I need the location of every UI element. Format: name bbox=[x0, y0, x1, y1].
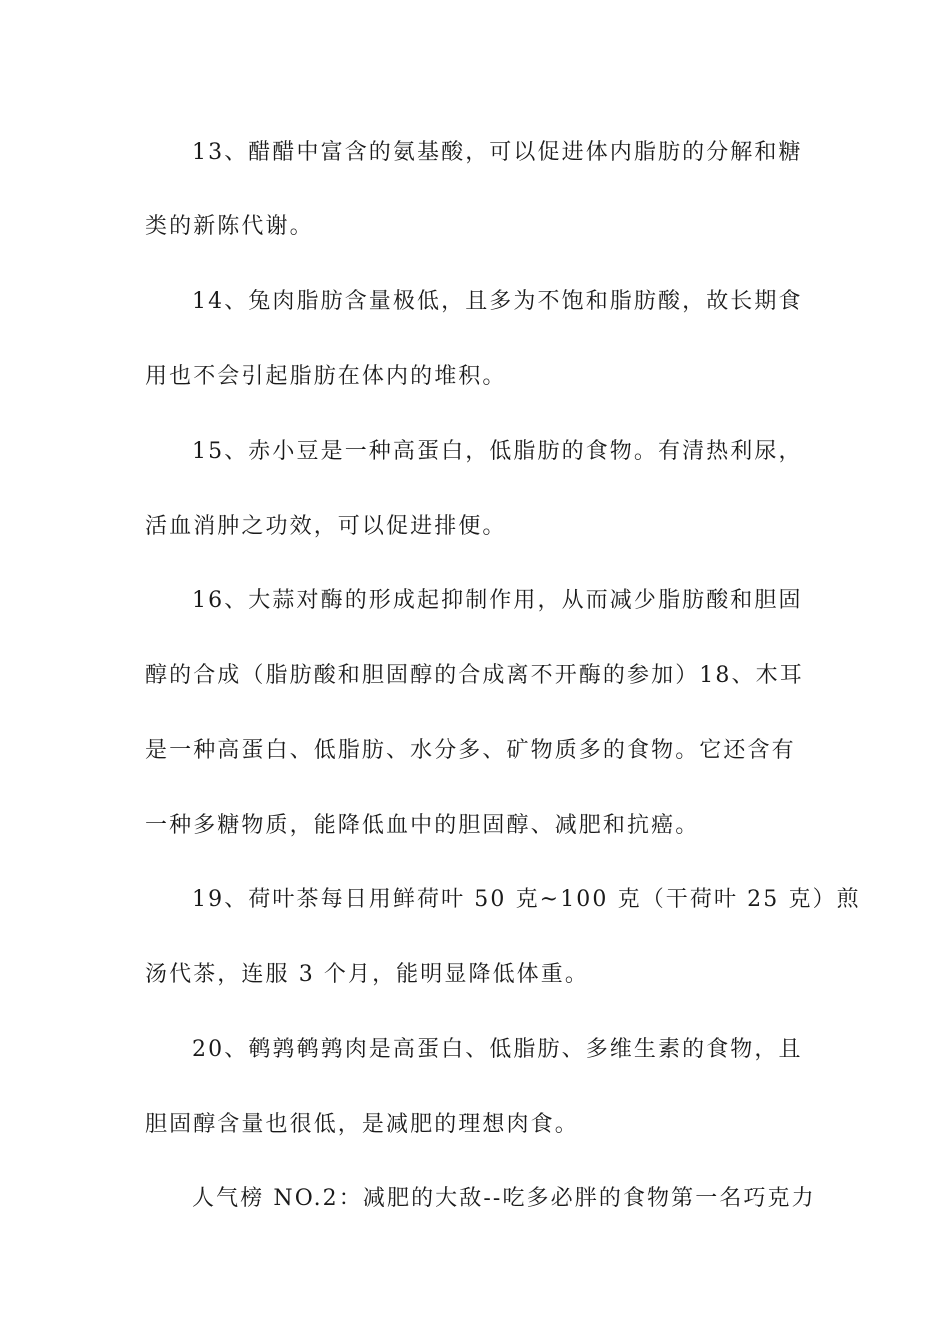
paragraph-13-line-1: 13、醋醋中富含的氨基酸，可以促进体内脂肪的分解和糖 bbox=[192, 140, 803, 165]
paragraph-14-line-1: 14、兔肉脂肪含量极低，且多为不饱和脂肪酸，故长期食 bbox=[192, 289, 803, 314]
paragraph-20-line-1: 20、鹌鹑鹌鹑肉是高蛋白、低脂肪、多维生素的食物，且 bbox=[192, 1037, 803, 1062]
paragraph-14-line-2: 用也不会引起脂肪在体内的堆积。 bbox=[145, 364, 507, 389]
paragraph-19-line-1: 19、荷叶茶每日用鲜荷叶 50 克~100 克（干荷叶 25 克）煎 bbox=[192, 887, 861, 912]
paragraph-16-line-3: 是一种高蛋白、低脂肪、水分多、矿物质多的食物。它还含有 bbox=[145, 738, 796, 763]
paragraph-20-line-2: 胆固醇含量也很低，是减肥的理想肉食。 bbox=[145, 1112, 579, 1137]
paragraph-15-line-1: 15、赤小豆是一种高蛋白，低脂肪的食物。有清热利尿， bbox=[192, 439, 803, 464]
paragraph-16-line-2: 醇的合成（脂肪酸和胆固醇的合成离不开酶的参加）18、木耳 bbox=[145, 663, 804, 688]
paragraph-16-line-1: 16、大蒜对酶的形成起抑制作用，从而减少脂肪酸和胆固 bbox=[192, 588, 803, 613]
popularity-ranking-line: 人气榜 NO.2：减肥的大敌--吃多必胖的食物第一名巧克力 bbox=[192, 1186, 816, 1211]
paragraph-15-line-2: 活血消肿之功效，可以促进排便。 bbox=[145, 514, 507, 539]
paragraph-13-line-2: 类的新陈代谢。 bbox=[145, 214, 314, 239]
paragraph-16-line-4: 一种多糖物质，能降低血中的胆固醇、减肥和抗癌。 bbox=[145, 813, 700, 838]
paragraph-19-line-2: 汤代茶，连服 3 个月，能明显降低体重。 bbox=[145, 962, 589, 987]
